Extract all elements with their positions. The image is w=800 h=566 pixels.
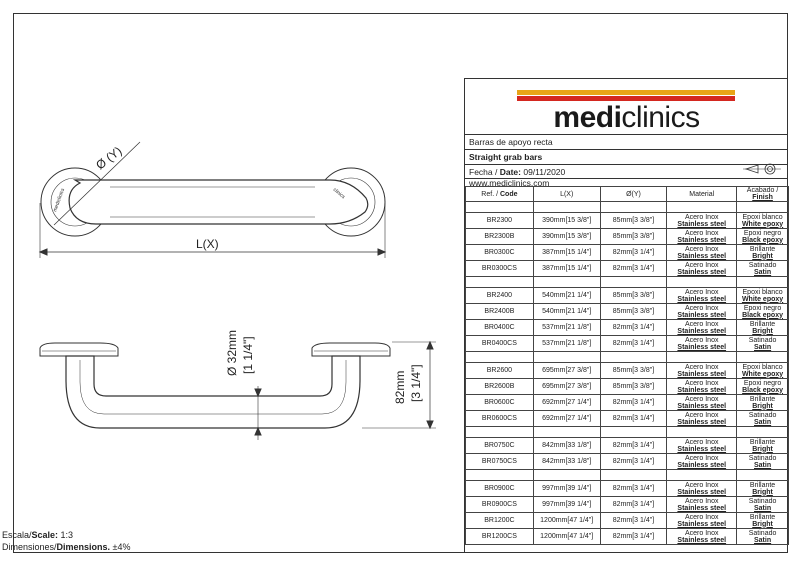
- tube-dia-in-label: [1 1/4"]: [241, 336, 255, 374]
- table-row: [466, 336, 789, 352]
- cell-diameter: 82mm[3 1/4"]: [600, 261, 667, 277]
- cell-length: 387mm[15 1/4"]: [533, 245, 600, 261]
- table-spacer-row: [466, 352, 789, 363]
- cell-finish: Brillante Bright: [737, 320, 789, 336]
- header-diameter: Ø(Y): [600, 187, 667, 202]
- cell-finish: Satinado Satin: [737, 497, 789, 513]
- table-row: [466, 497, 789, 513]
- cell-finish: Satinado Satin: [737, 336, 789, 352]
- cell-code: BR0600C: [466, 395, 534, 411]
- table-header-row: [466, 187, 789, 202]
- cell-length: 695mm[27 3/8"]: [533, 363, 600, 379]
- cell-diameter: 82mm[3 1/4"]: [600, 497, 667, 513]
- length-x-label: L(X): [196, 237, 219, 251]
- cell-length: 540mm[21 1/4"]: [533, 288, 600, 304]
- brand-wordmark: mediclinics: [553, 101, 700, 134]
- cell-finish: Epoxi negro Black epoxy: [737, 229, 789, 245]
- cell-material: Acero Inox Stainless steel: [667, 395, 737, 411]
- cell-material: Acero Inox Stainless steel: [667, 304, 737, 320]
- table-spacer-row: [466, 470, 789, 481]
- cell-material: Acero Inox Stainless steel: [667, 497, 737, 513]
- cell-code: BR2400: [466, 288, 534, 304]
- dimensions-note: Dimensiones/Dimensions. ±4%: [2, 542, 131, 552]
- cell-material: Acero Inox Stainless steel: [667, 438, 737, 454]
- cell-finish: Brillante Bright: [737, 395, 789, 411]
- cell-finish: Epoxi blanco White epoxy: [737, 288, 789, 304]
- table-row: [466, 481, 789, 497]
- cell-length: 692mm[27 1/4"]: [533, 411, 600, 427]
- cell-material: Acero Inox Stainless steel: [667, 363, 737, 379]
- cell-code: BR0300CS: [466, 261, 534, 277]
- website: www.mediclinics.com: [469, 178, 550, 188]
- cell-diameter: 82mm[3 1/4"]: [600, 454, 667, 470]
- date-row: Fecha / Date: 09/11/2020: [469, 167, 566, 177]
- cell-code: BR0600CS: [466, 411, 534, 427]
- cell-code: BR0900C: [466, 481, 534, 497]
- table-row: [466, 363, 789, 379]
- cell-material: Acero Inox Stainless steel: [667, 336, 737, 352]
- cell-finish: Satinado Satin: [737, 411, 789, 427]
- cell-code: BR1200C: [466, 513, 534, 529]
- brand-logo: [465, 79, 788, 135]
- cell-material: Acero Inox Stainless steel: [667, 229, 737, 245]
- cell-finish: Satinado Satin: [737, 529, 789, 545]
- cell-material: Acero Inox Stainless steel: [667, 481, 737, 497]
- cell-code: BR0750C: [466, 438, 534, 454]
- cell-finish: Brillante Bright: [737, 438, 789, 454]
- cell-finish: Brillante Bright: [737, 245, 789, 261]
- table-row: [466, 229, 789, 245]
- cell-diameter: 85mm[3 3/8"]: [600, 229, 667, 245]
- cell-finish: Epoxi blanco White epoxy: [737, 213, 789, 229]
- cell-diameter: 82mm[3 1/4"]: [600, 411, 667, 427]
- spec-table: [465, 186, 789, 545]
- header-code: Ref. / Code: [466, 187, 534, 202]
- cell-material: Acero Inox Stainless steel: [667, 320, 737, 336]
- cell-length: 390mm[15 3/8"]: [533, 213, 600, 229]
- cell-finish: Brillante Bright: [737, 513, 789, 529]
- product-name-en: Straight grab bars: [469, 152, 543, 162]
- cell-length: 842mm[33 1/8"]: [533, 454, 600, 470]
- table-row: [466, 529, 789, 545]
- cell-length: 842mm[33 1/8"]: [533, 438, 600, 454]
- table-row: [466, 454, 789, 470]
- tube-dia-mm-label: Ø 32mm: [225, 329, 239, 376]
- logo-stripe-yellow: [517, 90, 735, 95]
- header-material: Material: [667, 187, 737, 202]
- bar-top-outline: [69, 180, 368, 224]
- rosette-brand-right: clinics: [331, 186, 347, 201]
- cell-length: 695mm[27 3/8"]: [533, 379, 600, 395]
- cell-diameter: 82mm[3 1/4"]: [600, 481, 667, 497]
- table-row: [466, 261, 789, 277]
- table-row: [466, 379, 789, 395]
- cell-code: BR0400CS: [466, 336, 534, 352]
- cell-diameter: 82mm[3 1/4"]: [600, 336, 667, 352]
- cell-diameter: 82mm[3 1/4"]: [600, 395, 667, 411]
- cell-finish: Epoxi negro Black epoxy: [737, 304, 789, 320]
- cell-length: 997mm[39 1/4"]: [533, 481, 600, 497]
- product-name-es: Barras de apoyo recta: [469, 137, 553, 147]
- table-row: [466, 245, 789, 261]
- cell-finish: Epoxi blanco White epoxy: [737, 363, 789, 379]
- cell-length: 387mm[15 1/4"]: [533, 261, 600, 277]
- cell-length: 390mm[15 3/8"]: [533, 229, 600, 245]
- table-spacer-row: [466, 427, 789, 438]
- rosette-brand-left: mediclinics: [52, 187, 67, 213]
- cell-length: 537mm[21 1/8"]: [533, 320, 600, 336]
- cell-code: BR2600B: [466, 379, 534, 395]
- cell-length: 1200mm[47 1/4"]: [533, 513, 600, 529]
- cell-material: Acero Inox Stainless steel: [667, 513, 737, 529]
- cell-length: 537mm[21 1/8"]: [533, 336, 600, 352]
- table-spacer-row: [466, 202, 789, 213]
- projection-symbol-icon: [742, 163, 782, 175]
- cell-diameter: 85mm[3 3/8"]: [600, 213, 667, 229]
- cell-code: BR0300C: [466, 245, 534, 261]
- cell-finish: Brillante Bright: [737, 481, 789, 497]
- cell-diameter: 85mm[3 3/8"]: [600, 304, 667, 320]
- dia-y-label: Ø (Y): [93, 143, 125, 173]
- depth-mm-label: 82mm: [393, 370, 407, 404]
- table-row: [466, 395, 789, 411]
- cell-code: BR2300: [466, 213, 534, 229]
- table-row: [466, 288, 789, 304]
- cell-finish: Satinado Satin: [737, 454, 789, 470]
- table-row: [466, 513, 789, 529]
- cell-code: BR0750CS: [466, 454, 534, 470]
- table-spacer-row: [466, 277, 789, 288]
- cell-length: 692mm[27 1/4"]: [533, 395, 600, 411]
- cell-diameter: 85mm[3 3/8"]: [600, 288, 667, 304]
- cell-code: BR1200CS: [466, 529, 534, 545]
- cell-material: Acero Inox Stainless steel: [667, 529, 737, 545]
- cell-diameter: 85mm[3 3/8"]: [600, 363, 667, 379]
- cell-finish: Satinado Satin: [737, 261, 789, 277]
- table-row: [466, 438, 789, 454]
- header-length: L(X): [533, 187, 600, 202]
- cell-diameter: 82mm[3 1/4"]: [600, 529, 667, 545]
- cell-material: Acero Inox Stainless steel: [667, 245, 737, 261]
- table-row: [466, 320, 789, 336]
- bar-front-outline: [66, 356, 360, 428]
- cell-length: 1200mm[47 1/4"]: [533, 529, 600, 545]
- header-finish: Acabado / Finish: [737, 187, 789, 202]
- cell-material: Acero Inox Stainless steel: [667, 454, 737, 470]
- cell-finish: Epoxi negro Black epoxy: [737, 379, 789, 395]
- cell-length: 997mm[39 1/4"]: [533, 497, 600, 513]
- cell-diameter: 82mm[3 1/4"]: [600, 245, 667, 261]
- cell-material: Acero Inox Stainless steel: [667, 288, 737, 304]
- title-block: [464, 78, 788, 553]
- cell-diameter: 82mm[3 1/4"]: [600, 438, 667, 454]
- scale-note: Escala/Scale: 1:3: [2, 530, 74, 540]
- cell-code: BR0900CS: [466, 497, 534, 513]
- cell-code: BR0400C: [466, 320, 534, 336]
- cell-material: Acero Inox Stainless steel: [667, 379, 737, 395]
- cell-code: BR2400B: [466, 304, 534, 320]
- cell-length: 540mm[21 1/4"]: [533, 304, 600, 320]
- cell-code: BR2300B: [466, 229, 534, 245]
- table-row: [466, 213, 789, 229]
- cell-material: Acero Inox Stainless steel: [667, 411, 737, 427]
- cell-diameter: 82mm[3 1/4"]: [600, 320, 667, 336]
- table-row: [466, 411, 789, 427]
- table-row: [466, 304, 789, 320]
- cell-material: Acero Inox Stainless steel: [667, 261, 737, 277]
- depth-in-label: [3 1/4"]: [409, 364, 423, 402]
- cell-diameter: 82mm[3 1/4"]: [600, 513, 667, 529]
- cell-material: Acero Inox Stainless steel: [667, 213, 737, 229]
- cell-code: BR2600: [466, 363, 534, 379]
- cell-diameter: 85mm[3 3/8"]: [600, 379, 667, 395]
